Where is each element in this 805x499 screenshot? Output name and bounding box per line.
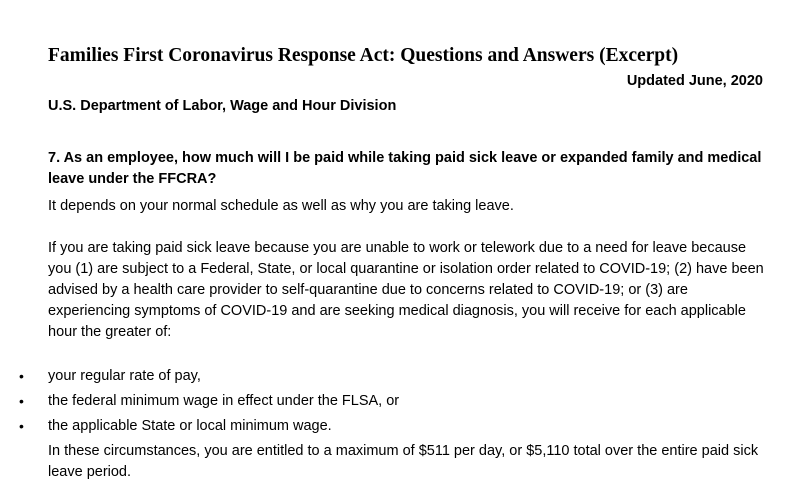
document-title: Families First Coronavirus Response Act: Questions and Answers (Excerpt) xyxy=(48,45,679,66)
question-heading: 7. As an employee, how much will I be paid while taking paid sick leave or expanded family and medical leave under the FFCRA? xyxy=(48,150,762,187)
agency-name: U.S. Department of Labor, Wage and Hour Division xyxy=(48,98,397,114)
list-item-text: the federal minimum wage in effect under the FLSA, or xyxy=(48,393,400,409)
list-item xyxy=(0,416,805,437)
list-item xyxy=(0,366,805,387)
paid-sick-leave-paragraph: If you are taking paid sick leave because you are unable to work or telework due to a need for leave because you (1) are subject to a Federal, State, or local quarantine or isolation order related to COVID-19; (2) have been advised by a health care provider to self-quarantine due to concerns related to COVID-19; or (3) are experiencing symptoms of COVID-19 and are seeking medical diagnosis, you will receive for each applicable hour the greater of: xyxy=(48,240,764,340)
list-item xyxy=(0,391,805,412)
list-item-text: your regular rate of pay, xyxy=(48,368,201,384)
bullet-icon: • xyxy=(19,368,24,384)
answer-intro: It depends on your normal schedule as well as why you are taking leave. xyxy=(48,198,514,214)
bullet-icon: • xyxy=(19,393,24,409)
updated-date: Updated June, 2020 xyxy=(626,73,763,89)
maximum-pay-note: In these circumstances, you are entitled to a maximum of $511 per day, or $5,110 total over the entire paid sick leave period. xyxy=(48,443,759,480)
pay-options-list xyxy=(0,366,805,441)
list-item-text: the applicable State or local minimum wage. xyxy=(48,418,332,434)
bullet-icon: • xyxy=(19,418,24,434)
